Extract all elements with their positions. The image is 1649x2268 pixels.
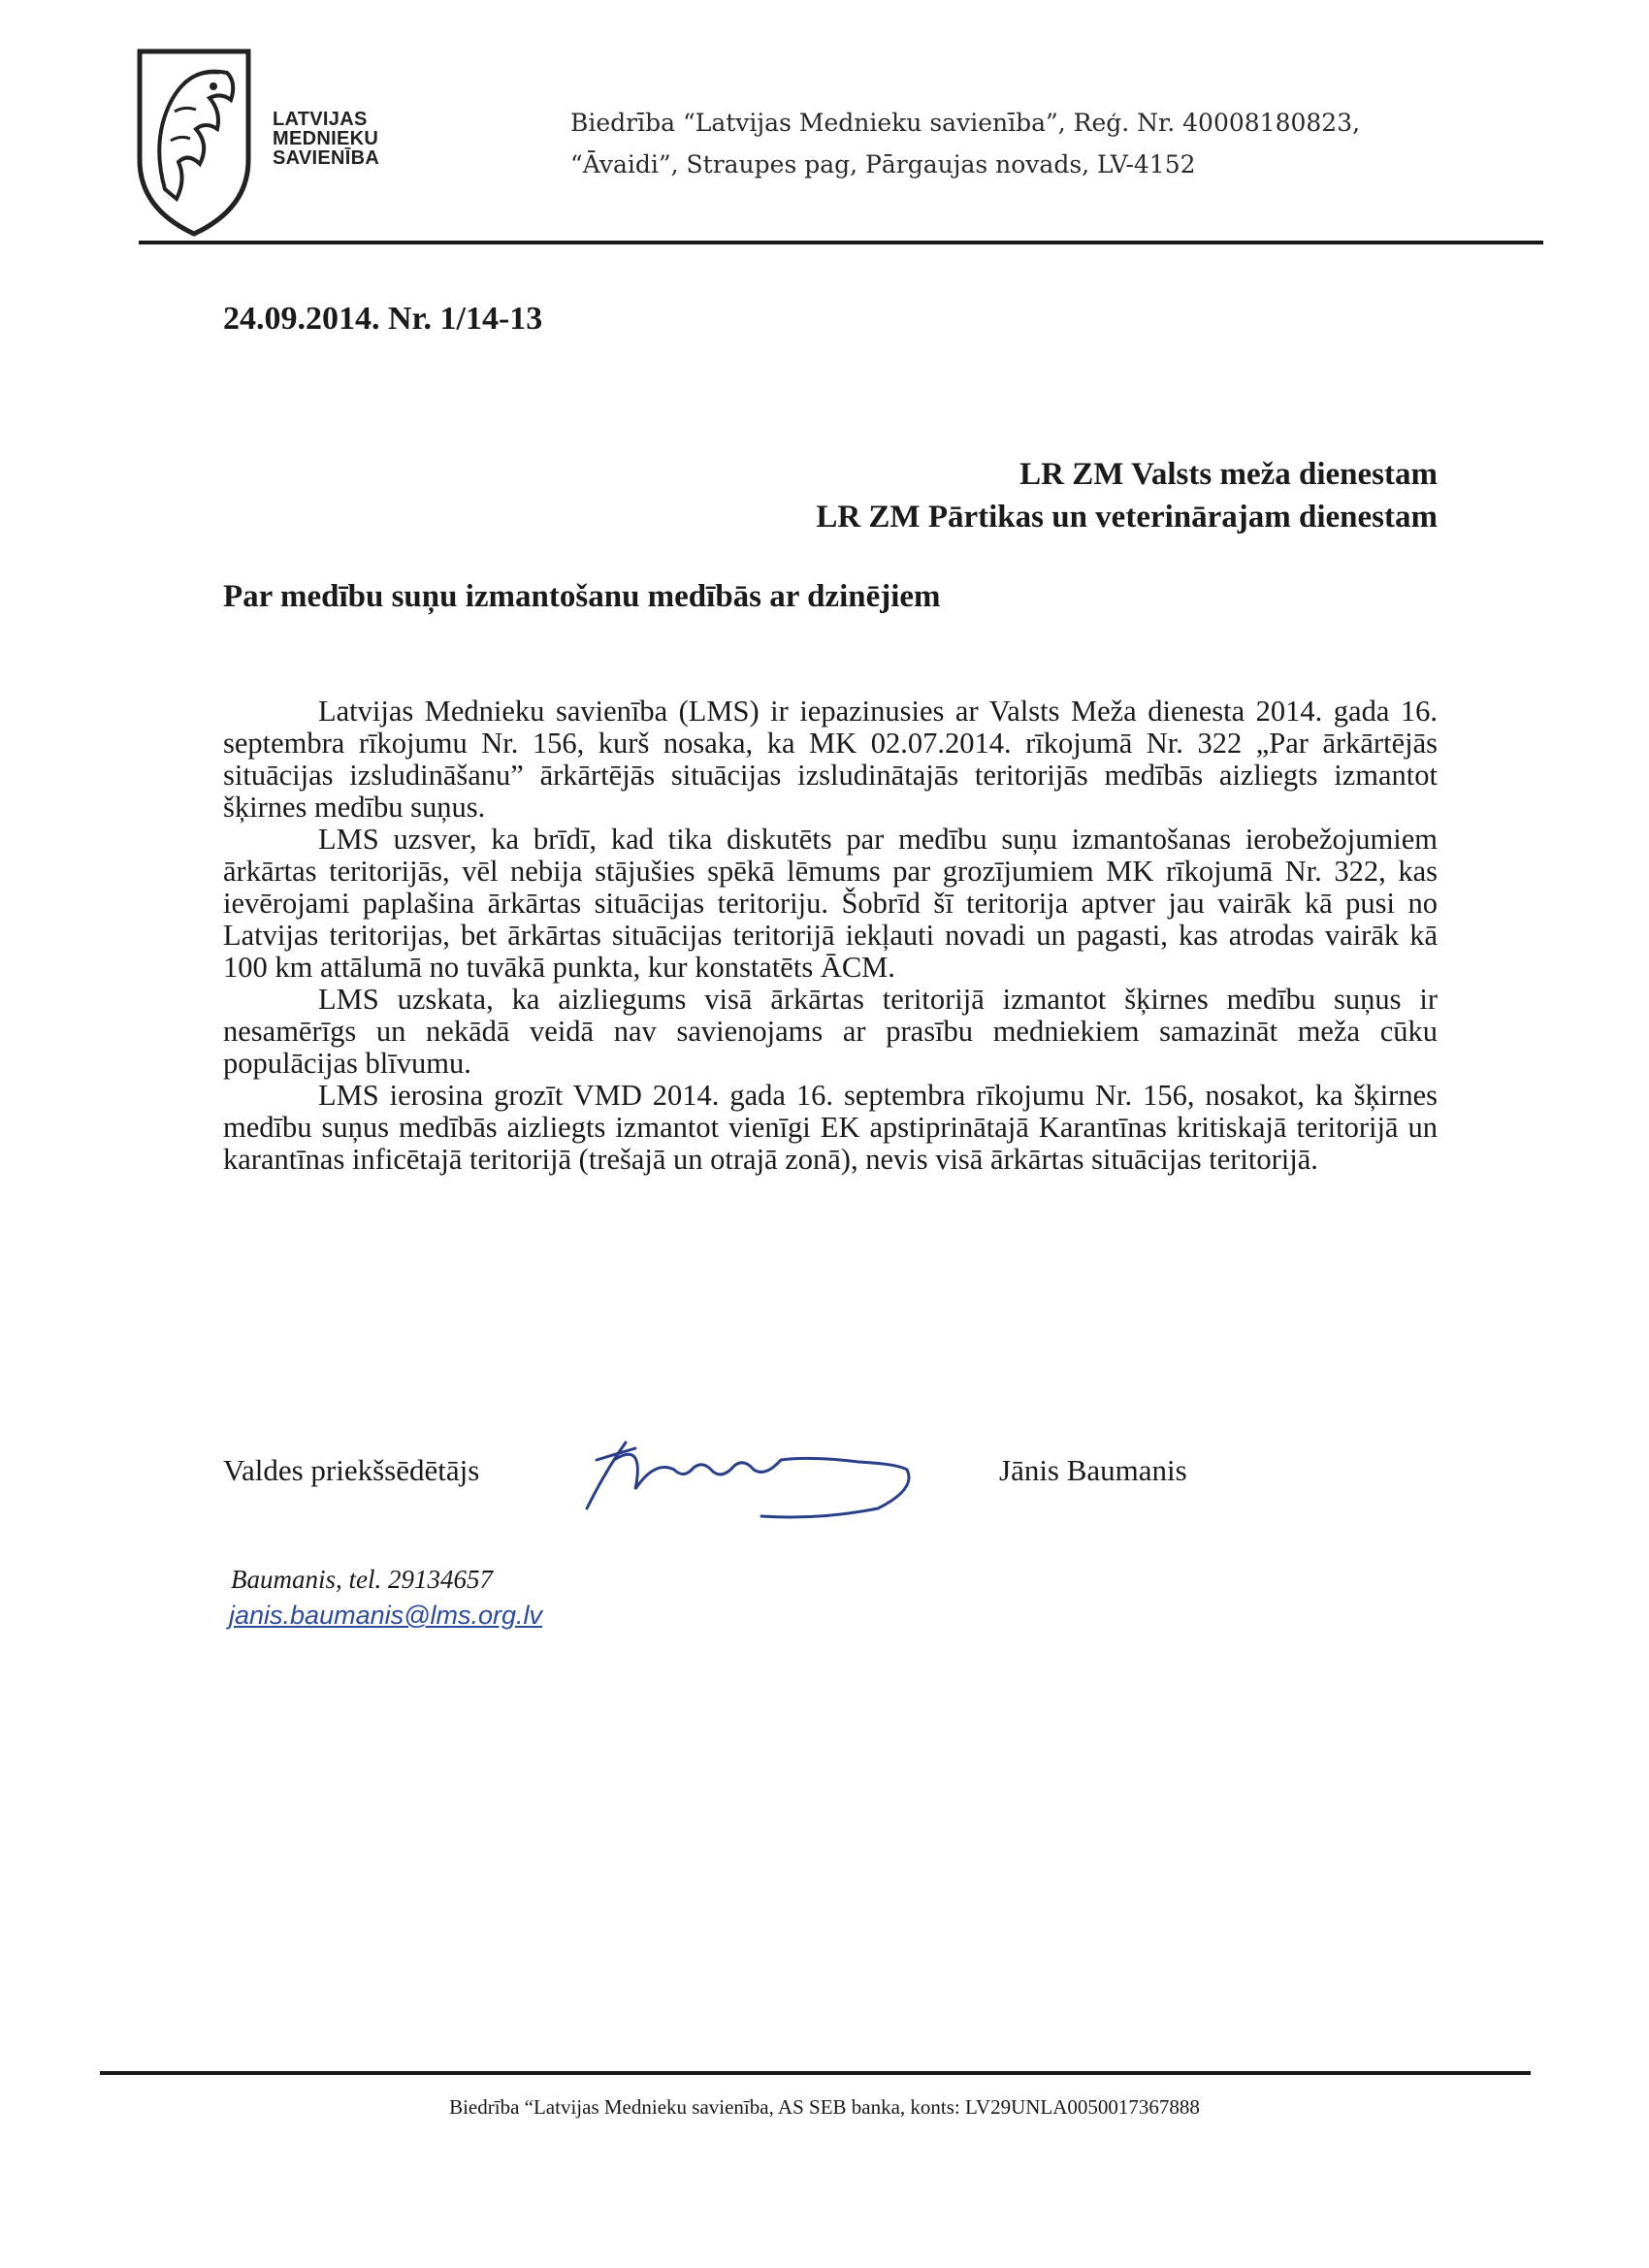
- organization-address: “Āvaidi”, Straupes pag, Pārgaujas novads, LV-4152: [570, 150, 1196, 178]
- recipient: LR ZM Pārtikas un veterinārajam dienestam: [816, 500, 1438, 535]
- logo-line: SAVIENĪBA: [273, 147, 380, 169]
- logo-wordmark: [273, 110, 467, 168]
- body-paragraph: LMS uzsver, ka brīdī, kad tika diskutēts par medību suņu izmantošanas ierobežojumiem ārkārtas teritorijās, vēl nebija stājušies spēkā lēmums par grozījumiem MK rīkojumā Nr. 322, kas ievērojami paplašina ārkārtas situācijas teritoriju. Šobrīd šī teritorija aptver jau vairāk kā pusi no Latvijas teritorijas, bet ārkārtas situācijas teritorijā iekļauti novadi un pagasti, kas atrodas vairāk kā 100 km attālumā no tuvākā punkta, kur konstatēts ĀCM.: [223, 823, 1438, 984]
- letter-subject: Par medību suņu izmantošanu medībās ar dzinējiem: [223, 579, 941, 614]
- footer-bank-details: Biedrība “Latvijas Mednieku savienība, AS SEB banka, konts: LV29UNLA0050017367888: [449, 2095, 1200, 2119]
- letter-body: [223, 696, 1438, 1176]
- handwritten-signature: [567, 1431, 926, 1528]
- body-paragraph: Latvijas Mednieku savienība (LMS) ir iepazinusies ar Valsts Meža dienesta 2014. gada 16. septembra rīkojumu Nr. 156, kurš nosaka, ka MK 02.07.2014. rīkojumā Nr. 322 „Par ārkārtējās situācijas izsludināšanu” ārkārtējās situācijas izsludinātajās teritorijās medībās aizliegts izmantot šķirnes medību suņus.: [223, 695, 1438, 824]
- body-paragraph: LMS ierosina grozīt VMD 2014. gada 16. septembra rīkojumu Nr. 156, nosakot, ka šķirnes medību suņus medībās aizliegts izmantot vienīgi EK apstiprinātajā Karantīnas kritiskajā teritorijā un karantīnas inficētajā teritorijā (trešajā un otrajā zonā), nevis visā ārkārtas situācijas teritorijā.: [223, 1079, 1438, 1176]
- organization-logo-emblem: [132, 44, 256, 238]
- footer-divider: [100, 2071, 1531, 2075]
- document-reference: 24.09.2014. Nr. 1/14-13: [223, 301, 543, 337]
- contact-email-link[interactable]: janis.baumanis@lms.org.lv: [229, 1601, 543, 1630]
- signatory-title: Valdes priekšsēdētājs: [223, 1453, 480, 1487]
- body-paragraph: LMS uzskata, ka aizliegums visā ārkārtas teritorijā izmantot šķirnes medību suņus ir nesamērīgs un nekādā veidā nav savienojams ar prasību medniekiem samazināt meža cūku populācijas blīvumu.: [223, 983, 1438, 1080]
- logo-line: MEDNIEKU: [273, 128, 379, 149]
- organization-details: [570, 102, 1589, 185]
- header-divider: [139, 241, 1543, 244]
- recipient: LR ZM Valsts meža dienestam: [1019, 457, 1438, 492]
- contact-name-phone: Baumanis, tel. 29134657: [231, 1565, 493, 1594]
- logo-line: LATVIJAS: [273, 109, 368, 130]
- recipients-block: [679, 453, 1438, 538]
- signatory-name: Jānis Baumanis: [999, 1453, 1187, 1487]
- organization-registration: Biedrība “Latvijas Mednieku savienība”, Reģ. Nr. 40008180823,: [570, 109, 1361, 137]
